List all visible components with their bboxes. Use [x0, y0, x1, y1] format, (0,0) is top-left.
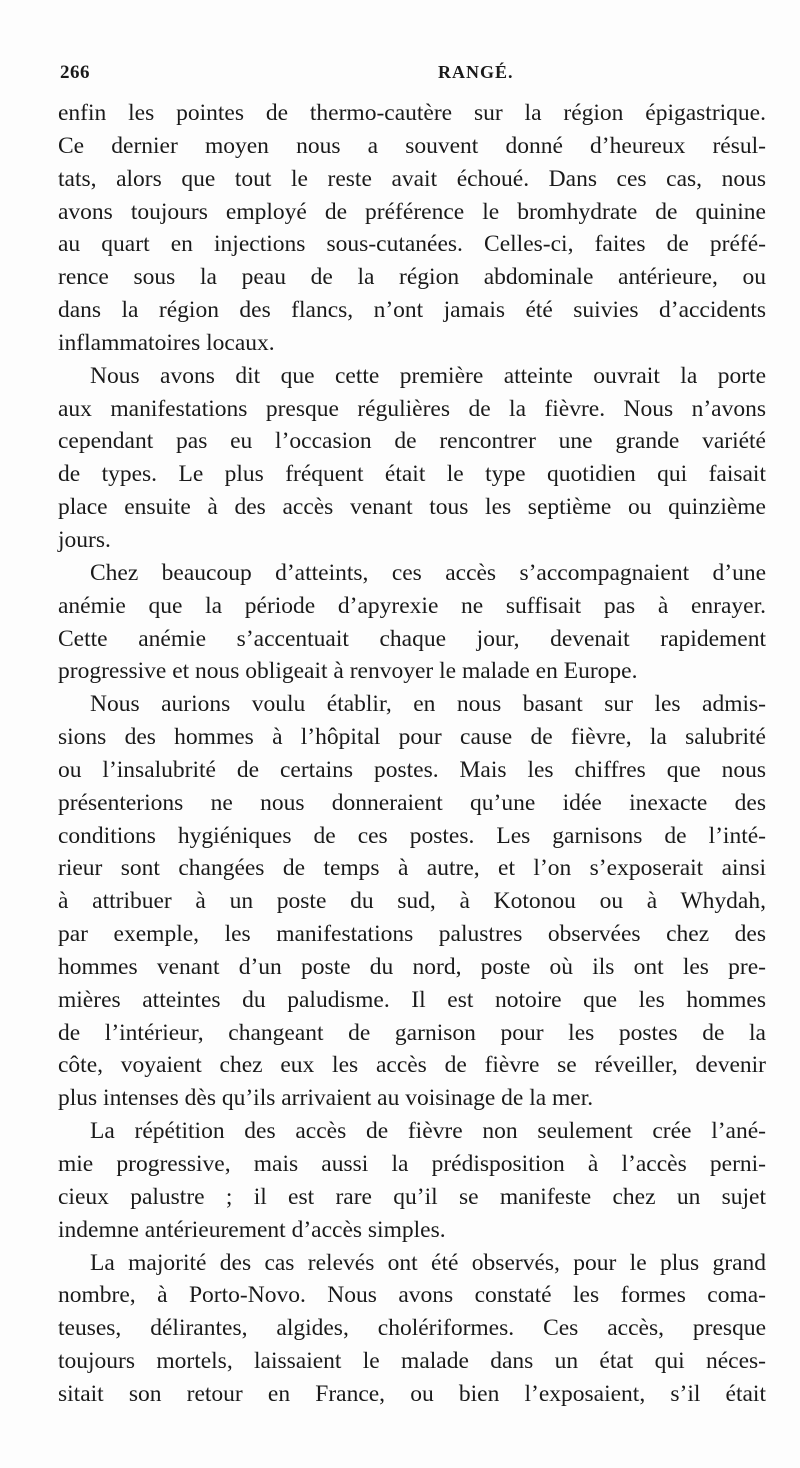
text-line: anémie que la période d’apyrexie ne suffisait pas à enrayer.	[58, 592, 766, 619]
body-text	[58, 97, 766, 1411]
text-line: La majorité des cas relevés ont été observés, pour le plus grand	[90, 1249, 766, 1276]
text-line: de l’intérieur, changeant de garnison pour les postes de la	[58, 1019, 766, 1046]
text-line: enfin les pointes de thermo-cautère sur la région épigastrique.	[58, 100, 766, 126]
text-line: inflammatoires locaux.	[58, 329, 275, 356]
text-line: toujours mortels, laissaient le malade dans un état qui néces-	[58, 1348, 766, 1375]
text-line: au quart en injections sous-cutanées. Celles-ci, faites de préfé-	[58, 231, 766, 258]
text-line: mières atteintes du paludisme. Il est notoire que les hommes	[58, 986, 766, 1013]
page-number: 266	[60, 62, 90, 83]
text-line: par exemple, les manifestations palustres observées chez des	[58, 921, 766, 948]
text-line: présenterions ne nous donneraient qu’une idée inexacte des	[58, 789, 766, 816]
text-line: Nous aurions voulu établir, en nous basant sur les admis-	[90, 691, 766, 718]
text-line: cependant pas eu l’occasion de rencontrer une grande variété	[58, 428, 766, 455]
text-line: Chez beaucoup d’atteints, ces accès s’accompagnaient d’une	[90, 559, 766, 586]
text-line: côte, voyaient chez eux les accès de fièvre se réveiller, devenir	[58, 1052, 766, 1079]
running-head: RANGÉ.	[438, 62, 514, 82]
text-line: sitait son retour en France, ou bien l’exposaient, s’il était	[58, 1380, 766, 1407]
text-line: nombre, à Porto-Novo. Nous avons constaté les formes coma-	[58, 1282, 766, 1309]
text-line: rieur sont changées de temps à autre, et l’on s’exposerait ainsi	[58, 855, 766, 882]
page-header	[60, 62, 768, 92]
text-line: tats, alors que tout le reste avait échoué. Dans ces cas, nous	[58, 165, 766, 192]
text-line: cieux palustre ; il est rare qu’il se manifeste chez un sujet	[58, 1183, 766, 1210]
text-line: ou l’insalubrité de certains postes. Mais les chiffres que nous	[58, 756, 766, 783]
text-line: rence sous la peau de la région abdominale antérieure, ou	[58, 264, 766, 291]
text-line: hommes venant d’un poste du nord, poste où ils ont les pre-	[58, 953, 766, 980]
text-line: dans la région des flancs, n’ont jamais été suivies d’accidents	[58, 297, 766, 324]
text-line: La répétition des accès de fièvre non seulement crée l’ané-	[90, 1118, 766, 1145]
text-line: Nous avons dit que cette première atteinte ouvrait la porte	[90, 362, 766, 389]
text-line: sions des hommes à l’hôpital pour cause de fièvre, la salubrité	[58, 724, 766, 751]
text-line: teuses, délirantes, algides, cholériformes. Ces accès, presque	[58, 1315, 766, 1342]
text-line: progressive et nous obligeait à renvoyer le malade en Europe.	[58, 658, 638, 685]
text-line: conditions hygiéniques de ces postes. Les garnisons de l’inté-	[58, 822, 766, 849]
text-line: place ensuite à des accès venant tous les septième ou quinzième	[58, 494, 766, 521]
text-line: plus intenses dès qu’ils arrivaient au voisinage de la mer.	[58, 1085, 594, 1112]
text-line: de types. Le plus fréquent était le type quotidien qui faisait	[58, 461, 766, 488]
text-line: jours.	[58, 526, 111, 553]
text-line: indemne antérieurement d’accès simples.	[58, 1216, 446, 1243]
text-line: aux manifestations presque régulières de la fièvre. Nous n’avons	[58, 395, 766, 422]
text-line: Cette anémie s’accentuait chaque jour, devenait rapidement	[58, 625, 766, 652]
text-line: avons toujours employé de préférence le bromhydrate de quinine	[58, 198, 766, 225]
text-line: Ce dernier moyen nous a souvent donné d’heureux résul-	[58, 132, 766, 159]
text-line: à attribuer à un poste du sud, à Kotonou ou à Whydah,	[58, 888, 766, 915]
text-line: mie progressive, mais aussi la prédisposition à l’accès perni-	[58, 1151, 766, 1177]
